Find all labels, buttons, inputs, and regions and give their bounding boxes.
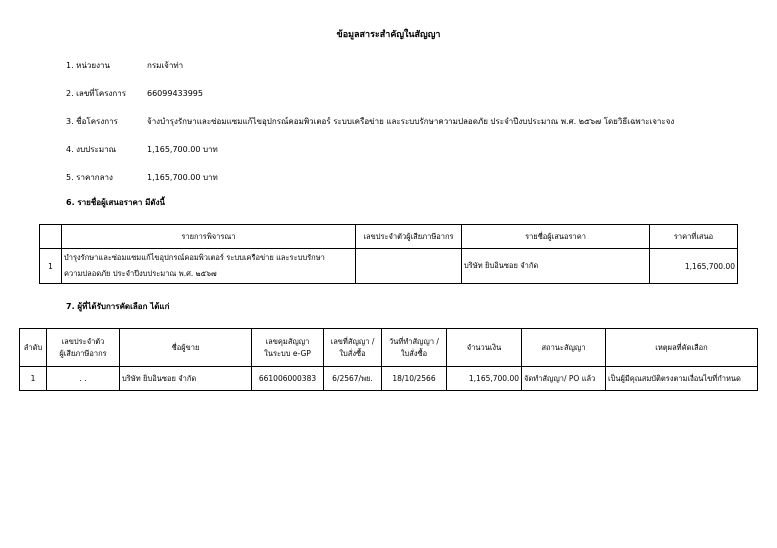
info-project-name [66, 115, 674, 128]
selected-order-date: 18/10/2566 [382, 367, 447, 391]
offer-item [62, 249, 356, 284]
info-median-price-label: 5. ราคากลาง [66, 173, 113, 182]
offer-price: 1,165,700.00 [650, 249, 738, 284]
info-project-number [66, 87, 203, 100]
selected-col-order-no [324, 329, 382, 367]
selected-col-contract-no-line2: ในระบบ e-GP [264, 348, 311, 358]
info-project-number-value: 66099433995 [147, 89, 203, 98]
selected-col-order-date-line2: ใบสั่งซื้อ [400, 348, 428, 358]
selected-order-no: 6/2567/พย. [324, 367, 382, 391]
selected-col-order-no-line1: เลขที่สัญญา / [330, 336, 375, 346]
info-agency-value: กรมเจ้าท่า [147, 61, 184, 70]
offers-header-row [40, 225, 738, 249]
selected-tax-id: . . [47, 367, 120, 391]
offers-col-item: รายการพิจารณา [62, 225, 356, 249]
info-project-number-label: 2. เลขที่โครงการ [66, 89, 127, 98]
selected-col-reason: เหตุผลที่คัดเลือก [606, 329, 758, 367]
selected-col-vendor: ชื่อผู้ขาย [120, 329, 252, 367]
selected-amount: 1,165,700.00 [447, 367, 522, 391]
info-project-name-label: 3. ชื่อโครงการ [66, 117, 118, 126]
selected-col-no: ลำดับ [20, 329, 47, 367]
selected-col-contract-no [252, 329, 324, 367]
selected-col-tax-id-line2: ผู้เสียภาษีอากร [59, 348, 107, 358]
info-project-name-value: จ้างบำรุงรักษาและซ่อมแซมแก้ไขอุปกรณ์คอมพิวเตอร์ ระบบเครือข่าย และระบบรักษาความปลอดภัย ประจำปีงบประมาณ พ.ศ. ๒๕๖๗ โดยวิธีเฉพาะเจาะจง [147, 117, 675, 126]
info-median-price-value: 1,165,700.00 บาท [147, 173, 218, 182]
selected-status: จัดทำสัญญา/ PO แล้ว [522, 367, 606, 391]
info-budget-label: 4. งบประมาณ [66, 145, 117, 154]
selected-col-status: สถานะสัญญา [522, 329, 606, 367]
info-agency-label: 1. หน่วยงาน [66, 61, 110, 70]
info-budget [66, 143, 218, 156]
selected-header-row [20, 329, 758, 367]
table-row [40, 249, 738, 284]
selected-vendor: บริษัท ยิบอินซอย จำกัด [120, 367, 252, 391]
selected-table [19, 328, 758, 391]
info-median-price [66, 171, 218, 184]
selected-heading: 7. ผู้ที่ได้รับการคัดเลือก ได้แก่ [66, 302, 170, 311]
selected-col-tax-id [47, 329, 120, 367]
selected-col-order-no-line2: ใบสั่งซื้อ [339, 348, 366, 358]
selected-col-contract-no-line1: เลขคุมสัญญา [265, 336, 310, 346]
offer-no: 1 [40, 249, 62, 284]
selected-col-order-date-line1: วันที่ทำสัญญา / [389, 336, 439, 346]
document-title: ข้อมูลสาระสำคัญในสัญญา [336, 30, 441, 40]
info-agency [66, 59, 183, 72]
offer-item-line1: บำรุงรักษาและซ่อมแซมแก้ไขอุปกรณ์คอมพิวเตอร์ ระบบเครือข่าย และระบบรักษา [64, 253, 325, 262]
table-row [20, 367, 758, 391]
selected-no: 1 [20, 367, 47, 391]
offer-bidder: บริษัท ยิบอินซอย จำกัด [462, 249, 650, 284]
offers-col-no [40, 225, 62, 249]
offer-tax-id [356, 249, 462, 284]
selected-contract-no: 661006000383 [252, 367, 324, 391]
offers-col-bidder: รายชื่อผู้เสนอราคา [462, 225, 650, 249]
offers-heading: 6. รายชื่อผู้เสนอราคา มีดังนี้ [66, 198, 165, 207]
offers-table [39, 224, 738, 284]
selected-col-tax-id-line1: เลขประจำตัว [61, 336, 105, 346]
selected-reason: เป็นผู้มีคุณสมบัติตรงตามเงื่อนไขที่กำหนด [606, 367, 758, 391]
offer-item-line2: ความปลอดภัย ประจำปีงบประมาณ พ.ศ. ๒๕๖๗ [64, 269, 217, 278]
selected-col-order-date [382, 329, 447, 367]
selected-col-amount: จำนวนเงิน [447, 329, 522, 367]
offers-col-tax-id: เลขประจำตัวผู้เสียภาษีอากร [356, 225, 462, 249]
offers-col-price: ราคาที่เสนอ [650, 225, 738, 249]
info-budget-value: 1,165,700.00 บาท [147, 145, 218, 154]
